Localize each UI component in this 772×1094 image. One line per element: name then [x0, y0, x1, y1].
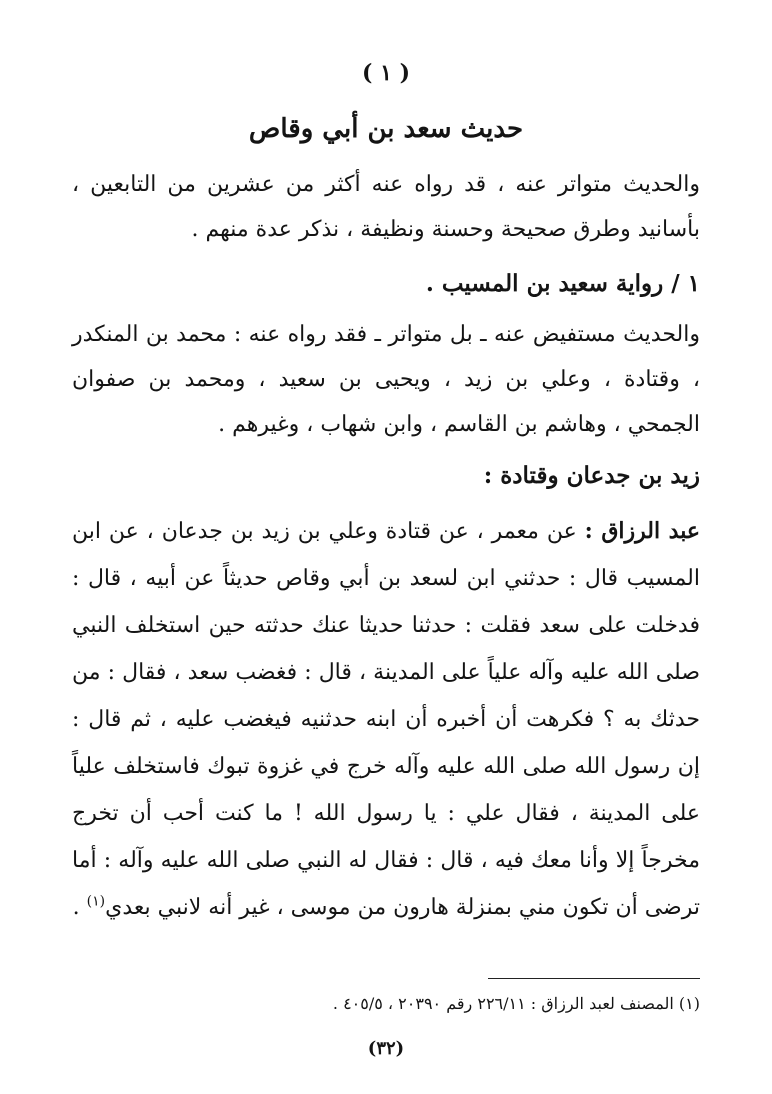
hadith-paragraph — [72, 508, 700, 931]
chapter-title: حديث سعد بن أبي وقاص — [248, 114, 524, 144]
hadith-text: عن معمر ، عن قتادة وعلي بن زيد بن جدعان ، عن ابن المسيب قال : حدثني ابن لسعد بن أبي وقاص حديثاً عن أبيه ، قال : فدخلت على سعد فقلت : حدثنا حديثا عنك حدثته حين استخلف النبي صلى الله عليه وآله علياً على المدينة ، قال : فغضب سعد ، فقال : من حدثك به ؟ فكرهت أن أخبره أن ابنه حدثنيه فيغضب عليه ، ثم قال : إن رسول الله صلى الله عليه وآله خرج في غزوة تبوك فاستخلف علياً على المدينة ، فقال علي : يا رسول الله ! ما كنت أحب أن تخرج مخرجاً إلا وأنا معك فيه ، قال : فقال له النبي صلى الله عليه وآله : أما ترضى أن تكون مني بمنزلة هارون من موسى ، غير أنه لانبي بعدي — [72, 519, 700, 920]
intro-paragraph: والحديث متواتر عنه ، قد رواه عنه أكثر من عشرين من التابعين ، بأسانيد وطرق صحيحة وحسنة ونظيفة ، نذكر عدة منهم . — [72, 172, 700, 242]
footnote-divider — [488, 978, 700, 979]
page-number: (٣٢) — [367, 1038, 405, 1059]
section-number: ( ١ ) — [362, 60, 410, 86]
footnote-reference: (١) — [86, 893, 106, 910]
hadith-source: عبد الرزاق : — [584, 518, 700, 544]
narrators-paragraph: والحديث مستفيض عنه ـ بل متواتر ـ فقد رواه عنه : محمد بن المنكدر ، وقتادة ، وعلي بن زيد ، ويحيى بن سعيد ، ومحمد بن صفوان الجمحي ، وهاشم بن القاسم ، وابن شهاب ، وغيرهم . — [72, 322, 700, 437]
hadith-end: . — [72, 895, 87, 920]
subheading-chain: زيد بن جدعان وقتادة : — [483, 462, 700, 489]
subheading-narration: ١ / رواية سعيد بن المسيب . — [425, 270, 700, 297]
footnote-text: (١) المصنف لعبد الرزاق : ٢٢٦/١١ رقم ٢٠٣٩٠ ، ٤٠٥/٥ . — [332, 994, 700, 1013]
